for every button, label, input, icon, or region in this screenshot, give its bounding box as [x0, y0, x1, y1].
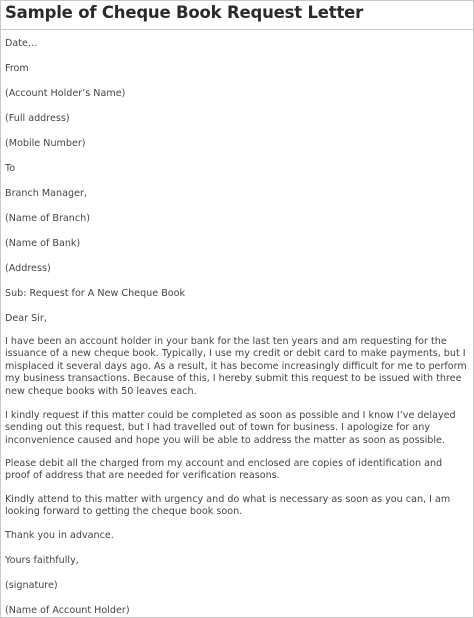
body-paragraph-2: I kindly request if this matter could be completed as soon as possible and I know I’ve delayed sending out this request, but I had travelled out of town for business. I apologize for any inconvenience caused and hope you will be able to address the matter as soon as possible. [5, 410, 456, 446]
body-paragraph-1: I have been an account holder in your bank for the last ten years and am requesting for the issuance of a new cheque book. Typically, I use my credit or debit card to make payments, but I misplaced it several days ago. As a result, it has become increasingly difficult for me to perform my business transactions. Because of this, I hereby submit this request to be issued with three new cheque books with 50 leaves each. [5, 336, 467, 397]
signer-name: (Name of Account Holder) [5, 605, 130, 616]
subject-line: Sub: Request for A New Cheque Book [5, 288, 186, 299]
page-title: Sample of Cheque Book Request Letter [5, 3, 364, 22]
recipient-branch: (Name of Branch) [5, 213, 90, 224]
recipient-bank: (Name of Bank) [5, 238, 81, 249]
to-label: To [5, 163, 16, 174]
date-line: Date… [5, 38, 38, 49]
signature-line: (signature) [5, 580, 58, 591]
thanks-line: Thank you in advance. [5, 530, 114, 541]
title-divider [1, 29, 473, 30]
body-paragraph-4: Kindly attend to this matter with urgency and do what is necessary as soon as you can, I am looking forward to getting the cheque book soon. [5, 494, 451, 518]
recipient-title: Branch Manager, [5, 188, 87, 199]
sender-address: (Full address) [5, 113, 70, 124]
body-paragraph-3: Please debit all the charged from my account and enclosed are copies of identification and proof of address that are needed for verification reasons. [5, 458, 443, 482]
sender-mobile: (Mobile Number) [5, 138, 86, 149]
salutation: Dear Sir, [5, 313, 47, 324]
recipient-address: (Address) [5, 263, 51, 274]
sender-name: (Account Holder’s Name) [5, 88, 126, 99]
closing-line: Yours faithfully, [5, 555, 79, 566]
from-label: From [5, 63, 29, 74]
